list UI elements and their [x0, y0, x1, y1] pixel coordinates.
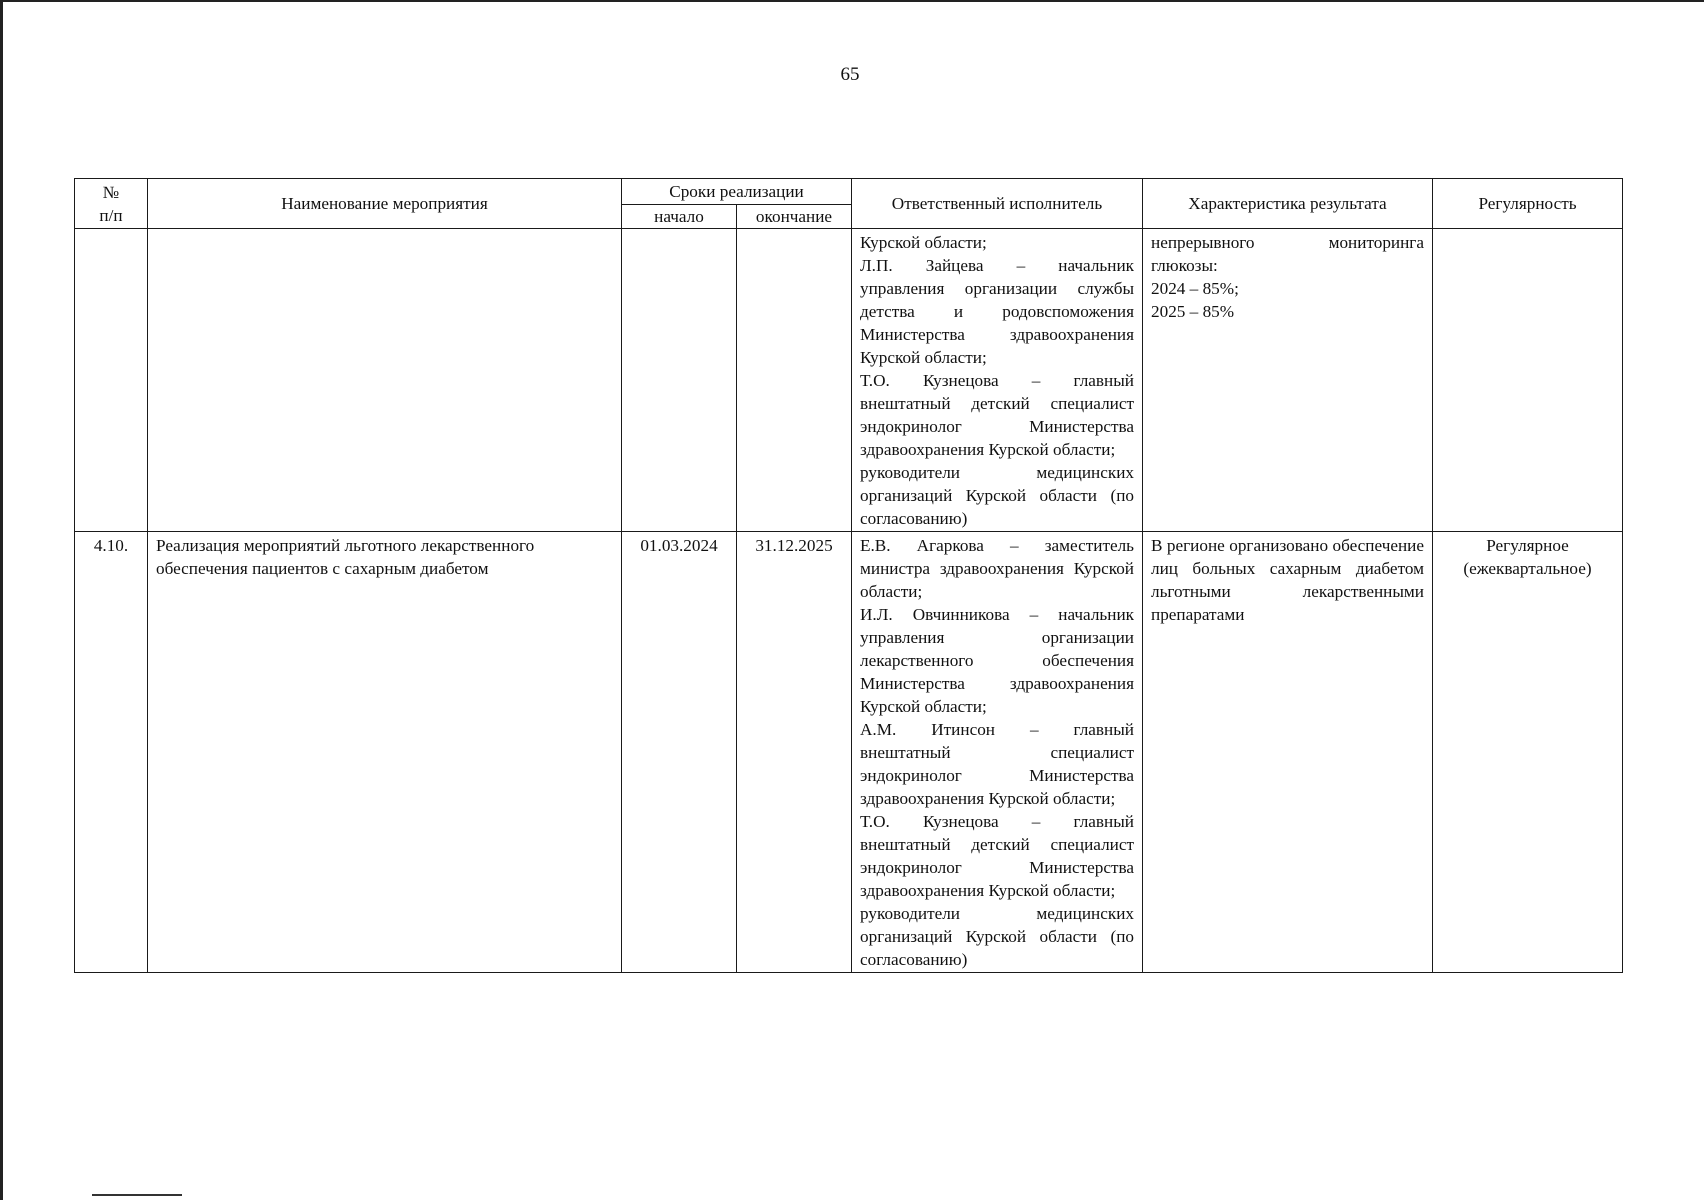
footnote-rule	[92, 1194, 182, 1196]
table-row	[75, 229, 1623, 532]
row-result: непрерывного мониторинга глюкозы: 2024 – 85%; 2025 – 85%	[1143, 229, 1433, 532]
row-start	[622, 229, 737, 532]
row-result: В регионе организовано обеспечение лиц больных сахарным диабетом льготными лекарственными препаратами	[1143, 532, 1433, 973]
row-responsible: Е.В. Агаркова – заместитель министра здравоохранения Курской области; И.Л. Овчинникова – начальник управления организации лекарственного обеспечения Министерства здравоохранения Курской области; А.М. Итинсон – главный внештатный специалист эндокринолог Министерства здравоохранения Курской области; Т.О. Кузнецова – главный внештатный детский специалист эндокринолог Министерства здравоохранения Курской области; руководители медицинских организаций Курской области (по согласованию)	[852, 532, 1143, 973]
row-name	[148, 229, 622, 532]
row-num	[75, 229, 148, 532]
scan-top-edge	[0, 0, 1704, 2]
row-responsible: Курской области; Л.П. Зайцева – начальник управления организации службы детства и родовспоможения Министерства здравоохранения Курской области; Т.О. Кузнецова – главный внештатный детский специалист эндокринолог Министерства здравоохранения Курской области; руководители медицинских организаций Курской области (по согласованию)	[852, 229, 1143, 532]
table-row	[75, 532, 1623, 973]
row-start: 01.03.2024	[622, 532, 737, 973]
header-result: Характеристика результата	[1143, 179, 1433, 229]
row-regularity: Регулярное (ежеквартальное)	[1433, 532, 1623, 973]
header-num: № п/п	[75, 179, 148, 229]
row-num: 4.10.	[75, 532, 148, 973]
header-responsible: Ответственный исполнитель	[852, 179, 1143, 229]
row-regularity	[1433, 229, 1623, 532]
row-name: Реализация мероприятий льготного лекарственного обеспечения пациентов с сахарным диабетом	[148, 532, 622, 973]
page-number: 65	[840, 64, 860, 85]
header-regularity: Регулярность	[1433, 179, 1623, 229]
measures-table	[74, 178, 1623, 973]
header-start: начало	[622, 205, 737, 229]
scan-left-edge	[0, 0, 3, 1200]
header-end: окончание	[737, 205, 852, 229]
row-end: 31.12.2025	[737, 532, 852, 973]
header-name: Наименование мероприятия	[148, 179, 622, 229]
table-header-row-1	[75, 179, 1623, 205]
row-end	[737, 229, 852, 532]
header-period: Сроки реализации	[622, 179, 852, 205]
